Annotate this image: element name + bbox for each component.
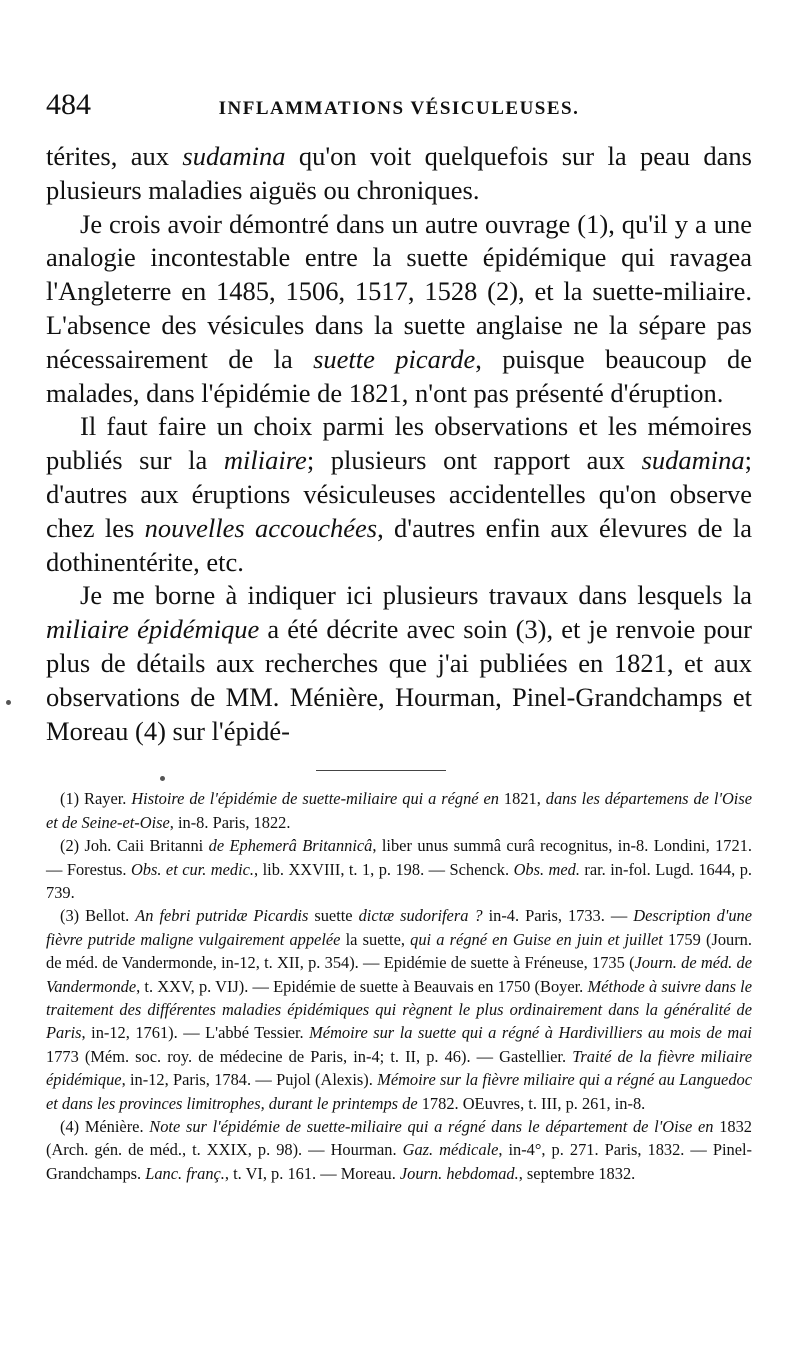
italic-title: Histoire de l'épidémie de suette-miliaire qui a régné en [131,789,499,809]
paragraph-4 [46,579,752,748]
italic-title: dictæ sudorifera ? [358,906,483,926]
text-run: Je me borne à indiquer ici plusieurs travaux dans lesquels la [80,580,752,611]
text-run: (2) Joh. Caii Britanni [60,836,209,856]
italic-term: sudamina [641,445,745,476]
text-run: (3) Bellot. [60,906,136,926]
text-run: , liber unus summâ curâ recognitus, in-8. Londini, 1721. — Forestus. [46,836,752,879]
text-run: 1782. OEuvres, t. III, p. 261, in-8. [417,1093,646,1113]
main-text [46,140,752,748]
footnote-2 [46,834,752,904]
text-run: in-4. Paris, 1733. — [482,906,634,926]
text-run: Je crois avoir démontré dans un autre ouvrage (1), qu'il y a une analogie incontestable entre la suette épidémique qui ravagea l'Angleterre en 1485, 1506, 1517, 1528 (2), et la suette-miliaire. L'absence des vésicules dans la suette anglaise ne la sépare pas nécessairement de la [46,208,752,374]
text-run: , t. XXV, p. VIJ). — Epidémie de suette à Beauvais en 1750 (Boyer. [136,976,588,996]
italic-title: Mémoire sur la fièvre miliaire qui a régné au Languedoc et dans les provinces limitrophes, durant le printemps de [46,1070,752,1113]
italic-title: Journ. hebdomad. [399,1163,519,1183]
text-run: , in-4°, p. 271. Paris, 1832. — Pinel-Grandchamps. [46,1140,752,1183]
text-run: , septembre 1832. [518,1163,636,1183]
italic-title: Note sur l'épidémie de suette-miliaire qui a régné dans le département de l'Oise en [149,1117,714,1137]
text-run: , d'autres enfin aux élevures de la dothinentérite, etc. [46,512,752,577]
footnotes [46,787,752,1185]
footnote-separator [316,770,446,771]
text-run: suette [308,906,359,926]
text-run: 1773 (Mém. soc. roy. de médecine de Paris, in-4; t. II, p. 46). — Gastellier. [46,1046,573,1066]
paragraph-1 [46,140,752,208]
italic-title: Lanc. franç. [145,1163,225,1183]
text-run: 1821, [499,789,546,809]
text-run: , puisque beaucoup de malades, dans l'épidémie de 1821, n'ont pas présenté d'éruption. [46,343,752,408]
italic-title: Gaz. médicale [402,1140,499,1160]
text-run: 1832 (Arch. gén. de méd., t. XXIX, p. 98). — Hourman. [46,1117,752,1160]
text-run: la suette, [340,929,411,949]
text-run: , t. VI, p. 161. — Moreau. [224,1163,400,1183]
ink-spot [6,700,11,705]
text-run: , in-12, 1761). — L'abbé Tessier. [81,1023,310,1043]
text-run: térites, aux [46,141,183,171]
text-run: , in-8. Paris, 1822. [169,812,291,832]
italic-title: Obs. et cur. medic. [130,859,255,879]
italic-term: sudamina [182,141,286,171]
text-run: rar. in-fol. Lugd. 1644, p. 739. [46,859,752,902]
page-number: 484 [46,88,91,121]
footnote-3 [46,904,752,1115]
footnote-4 [46,1115,752,1185]
text-run: , lib. XXVIII, t. 1, p. 198. — Schenck. [254,859,514,879]
text-run: a été décrite avec soin (3), et je renvoie pour plus de détails aux recherches que j'ai publiées en 1821, et aux observations de MM. Ménière, Hourman, Pinel-Grandchamps et Moreau (4) sur l'épidé- [46,614,752,746]
italic-title: Description d'une fièvre putride maligne vulgairement appelée [46,906,752,949]
italic-term: suette picarde [313,343,476,374]
paragraph-3 [46,410,752,579]
text-run: Il faut faire un choix parmi les observations et les mémoires publiés sur la [46,411,752,476]
italic-title: Mémoire sur la suette qui a régné à Hardivilliers au mois de mai [309,1023,752,1043]
footnote-1 [46,787,752,834]
italic-title: qui a régné en Guise en juin et juillet [410,929,663,949]
italic-title: Journ. de méd. de Vandermonde [46,953,752,996]
italic-title: An febri putridæ Picardis [135,906,309,926]
italic-term: miliaire [223,445,307,476]
text-run: (1) Rayer. [60,789,132,809]
italic-term: nouvelles accouchées [144,512,378,543]
paragraph-2 [46,208,752,411]
text-run: qu'on voit quelquefois sur la peau dans plusieurs maladies aiguës ou chroniques. [46,141,752,205]
text-run: 1759 (Journ. de méd. de Vandermonde, in-12, t. XII, p. 354). — Epidémie de suette à Fréneuse, 1735 ( [46,929,752,973]
ink-spot [160,776,165,781]
italic-term: miliaire épidémique [46,614,260,645]
running-head: INFLAMMATIONS VÉSICULEUSES. [218,98,580,119]
text-run: , in-12, Paris, 1784. — Pujol (Alexis). [121,1070,378,1090]
italic-title: de Ephemerâ Britannicâ [208,836,373,856]
italic-title: Méthode à suivre dans le traitement des différentes maladies épidémiques qui règnent le plus ordinairement dans la généralité de Paris [46,976,753,1043]
italic-title: dans les départemens de l'Oise et de Seine-et-Oise [46,789,752,832]
text-run: (4) Ménière. [60,1117,150,1137]
italic-title: Obs. med. [513,859,580,879]
text-run: ; d'autres aux éruptions vésiculeuses accidentelles qu'on observe chez les [46,445,753,543]
page-header [46,88,752,140]
text-run: ; plusieurs ont rapport aux [306,445,642,476]
italic-title: Traité de la fièvre miliaire épidémique [46,1046,753,1090]
